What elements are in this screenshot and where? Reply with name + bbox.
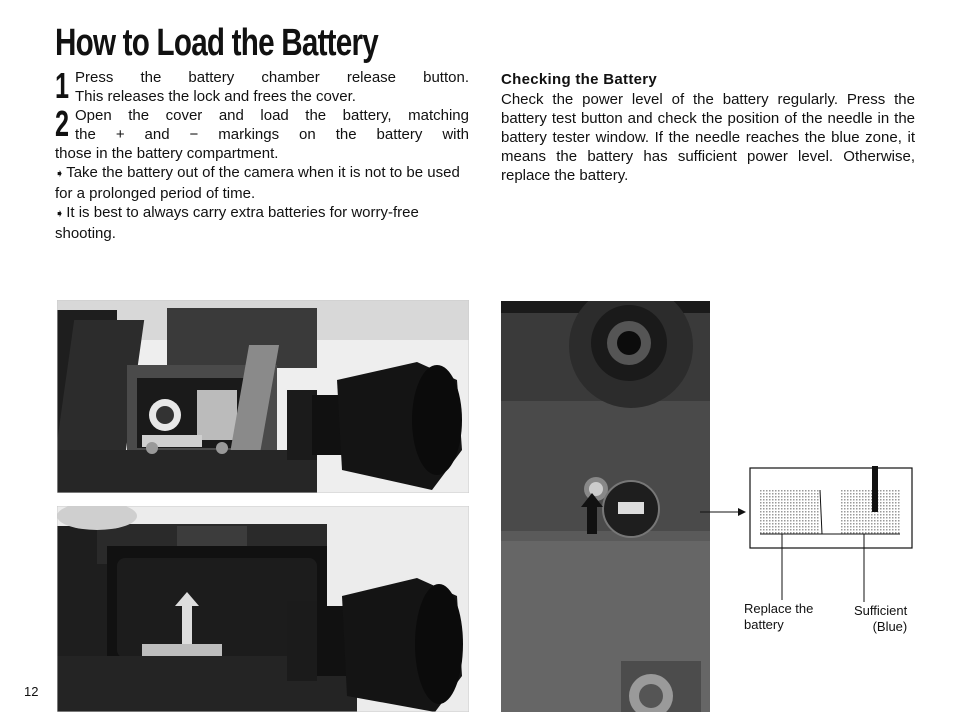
arrow-bullet-icon: ➧	[55, 168, 65, 180]
step-2	[55, 103, 469, 163]
step-number: 2	[55, 103, 70, 144]
page-title: How to Load the Battery	[55, 22, 378, 64]
note	[55, 163, 469, 203]
step-text: the + and − markings on the battery with	[75, 126, 469, 143]
step-text: those in the battery compartment.	[55, 145, 279, 162]
step-text: This releases the lock and frees the cover.	[75, 88, 356, 105]
section-body: Check the power level of the battery regularly. Press the battery test button and check the position of the needle in the battery tester window. If the needle reaches the blue zone, it means the battery has sufficient power level. Otherwise, replace the battery.	[501, 91, 915, 184]
arrow-bullet-icon: ➧	[55, 208, 65, 220]
page-number: 12	[24, 684, 39, 699]
label-sufficient-blue: Sufficient (Blue)	[854, 603, 908, 634]
photo-battery-loaded	[57, 506, 469, 712]
note-text: Take the battery out of the camera when it is not to be used for a prolonged period of time.	[55, 164, 460, 202]
photo-battery-tester	[501, 301, 710, 712]
step-number: 1	[55, 65, 70, 106]
label-replace-battery: Replace the battery	[744, 601, 814, 632]
step-text: Press the battery chamber release button.	[75, 69, 469, 86]
step-1	[55, 65, 469, 106]
checking-section	[501, 70, 915, 185]
step-text: Open the cover and load the battery, matching	[75, 107, 469, 124]
note	[55, 203, 469, 243]
photo-battery-chamber-open	[57, 300, 469, 493]
loading-instructions	[55, 65, 469, 243]
section-heading: Checking the Battery	[501, 71, 658, 88]
battery-tester-diagram	[700, 460, 940, 650]
note-text: It is best to always carry extra batteries for worry-free shooting.	[55, 204, 419, 242]
